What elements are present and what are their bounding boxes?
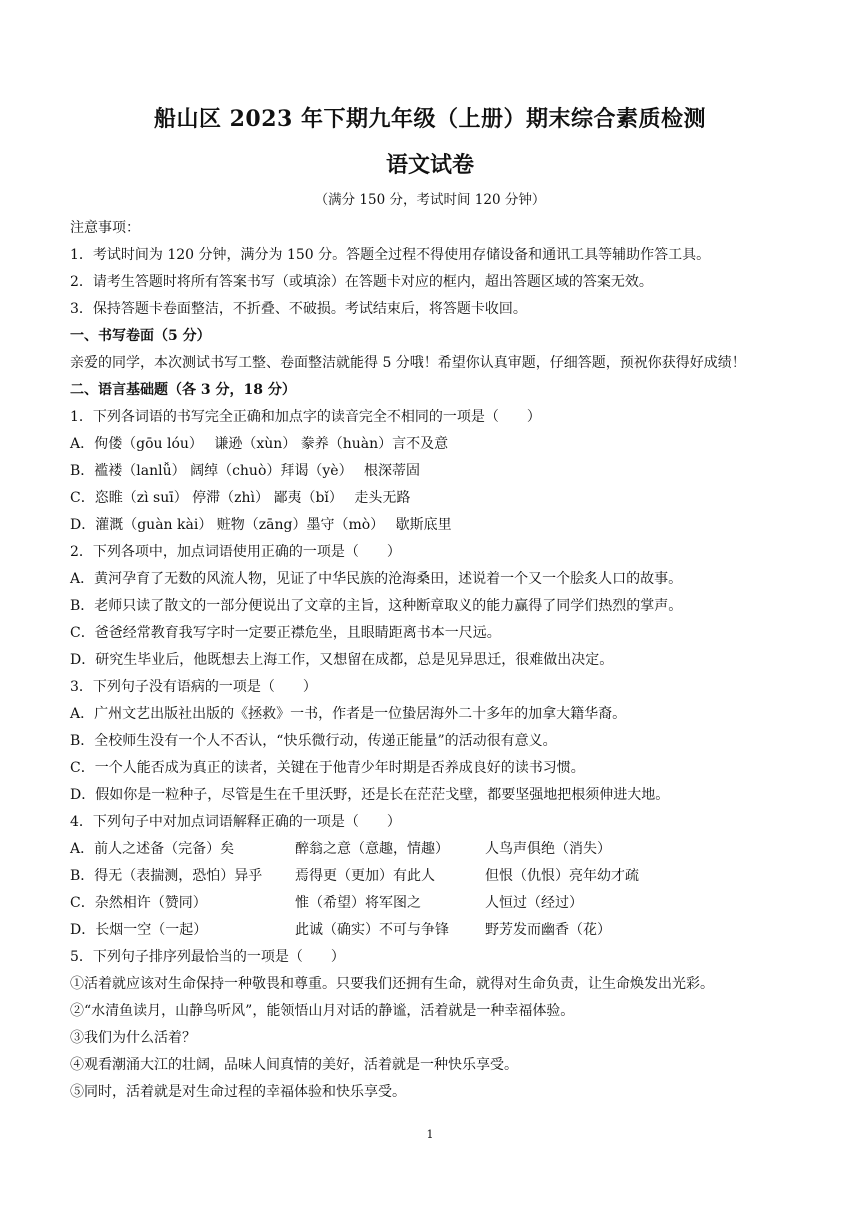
section1-text: 亲爱的同学，本次测试书写工整、卷面整洁就能得 5 分哦！希望你认真审题，仔细答题，预祝你获得好成绩！ — [70, 355, 746, 371]
q2-option-b: B．老师只读了散文的一部分便说出了文章的主旨，这种断章取义的能力赢得了同学们热烈的掌声。 — [70, 598, 683, 614]
notice-item: 3．保持答题卡卷面整洁，不折叠、不破损。考试结束后，将答题卡收回。 — [70, 301, 527, 317]
q4-cell: 野芳发而幽香（花） — [485, 922, 611, 938]
q4-cell: 人鸟声俱绝（消失） — [485, 841, 611, 857]
q2-stem: 2．下列各项中，加点词语使用正确的一项是（ ） — [70, 544, 401, 560]
q1-option-b: B．褴褛（lanlǚ） 阔绰（chuò）拜谒（yè） 根深蒂固 — [70, 463, 421, 479]
notice-heading: 注意事项： — [70, 220, 140, 236]
q4-cell: 人恒过（经过） — [485, 895, 583, 911]
q1-option-c: C．恣睢（zì suī） 停滞（zhì） 鄙夷（bǐ） 走头无路 — [70, 490, 411, 506]
q4-stem: 4．下列句子中对加点词语解释正确的一项是（ ） — [70, 814, 401, 830]
q4-option-c — [70, 890, 800, 917]
q4-cell: 但恨（仇恨）亮年幼才疏 — [485, 868, 639, 884]
q4-cell: C．杂然相许（赞同） — [70, 895, 207, 911]
q4-cell: A．前人之述备（完备）矣 — [70, 841, 235, 857]
notice-item: 2．请考生答题时将所有答案书写（或填涂）在答题卡对应的框内，超出答题区域的答案无效。 — [70, 274, 653, 290]
notice-item: 1．考试时间为 120 分钟，满分为 150 分。答题全过程不得使用存储设备和通讯工具等辅助作答工具。 — [70, 247, 711, 263]
q1-option-d: D．灌溉（guàn kài） 赃物（zāng）墨守（mò） 歇斯底里 — [70, 517, 452, 533]
q4-option-d — [70, 917, 800, 944]
q3-option-c: C．一个人能否成为真正的读者，关键在于他青少年时期是否养成良好的读书习惯。 — [70, 760, 585, 776]
q4-cell: 焉得更（更加）有此人 — [295, 868, 435, 884]
q2-option-a: A．黄河孕育了无数的风流人物，见证了中华民族的沧海桑田，述说着一个又一个脍炙人口的故事。 — [70, 571, 683, 587]
q3-option-b: B．全校师生没有一个人不否认，“快乐微行动，传递正能量”的活动很有意义。 — [70, 733, 557, 749]
exam-content — [70, 215, 800, 1106]
q3-option-a: A．广州文艺出版社出版的《拯救》一书，作者是一位蛰居海外二十多年的加拿大籍华裔。 — [70, 706, 627, 722]
exam-note: （满分 150 分，考试时间 120 分钟） — [314, 192, 546, 208]
q4-option-a — [70, 836, 800, 863]
exam-title: 船山区 2023 年下期九年级（上册）期末综合素质检测 — [153, 106, 707, 132]
q4-cell: 此诚（确实）不可与争锋 — [295, 922, 449, 938]
exam-subject-title: 语文试卷 — [385, 152, 474, 178]
q3-stem: 3．下列句子没有语病的一项是（ ） — [70, 679, 317, 695]
q2-option-c: C．爸爸经常教育我写字时一定要正襟危坐，且眼睛距离书本一尺远。 — [70, 625, 501, 641]
q4-cell: D．长烟一空（一起） — [70, 922, 208, 938]
q5-sentence: ①活着就应该对生命保持一种敬畏和尊重。只要我们还拥有生命，就得对生命负责，让生命焕发出光彩。 — [70, 976, 714, 992]
q4-option-b — [70, 863, 800, 890]
q5-sentence: ⑤同时，活着就是对生命过程的幸福体验和快乐享受。 — [70, 1084, 406, 1100]
q3-option-d: D．假如你是一粒种子，尽管是生在千里沃野，还是长在茫茫戈壁，都要坚强地把根须伸进大地。 — [70, 787, 670, 803]
q4-cell: 惟（希望）将军图之 — [295, 895, 421, 911]
section2-heading: 二、语言基础题（各 3 分，18 分） — [70, 382, 296, 398]
q1-stem: 1．下列各词语的书写完全正确和加点字的读音完全不相同的一项是（ ） — [70, 409, 541, 425]
q5-sentence: ④观看潮涌大江的壮阔，品味人间真情的美好，活着就是一种快乐享受。 — [70, 1057, 518, 1073]
q5-stem: 5．下列句子排序列最恰当的一项是（ ） — [70, 949, 345, 965]
q2-option-d: D．研究生毕业后，他既想去上海工作，又想留在成都，总是见异思迁，很难做出决定。 — [70, 652, 614, 668]
q5-sentence: ②“水清鱼读月，山静鸟听风”，能领悟山月对话的静谧，活着就是一种幸福体验。 — [70, 1003, 575, 1019]
q1-option-a: A．佝偻（gōu lóu） 谦逊（xùn） 豢养（huàn）言不及意 — [70, 436, 449, 452]
q4-cell: 醉翁之意（意趣，情趣） — [295, 841, 449, 857]
q4-cell: B．得无（表揣测，恐怕）异乎 — [70, 868, 263, 884]
page-number: 1 — [426, 1128, 434, 1141]
q5-sentence: ③我们为什么活着？ — [70, 1030, 196, 1046]
section1-heading: 一、书写卷面（5 分） — [70, 328, 211, 344]
